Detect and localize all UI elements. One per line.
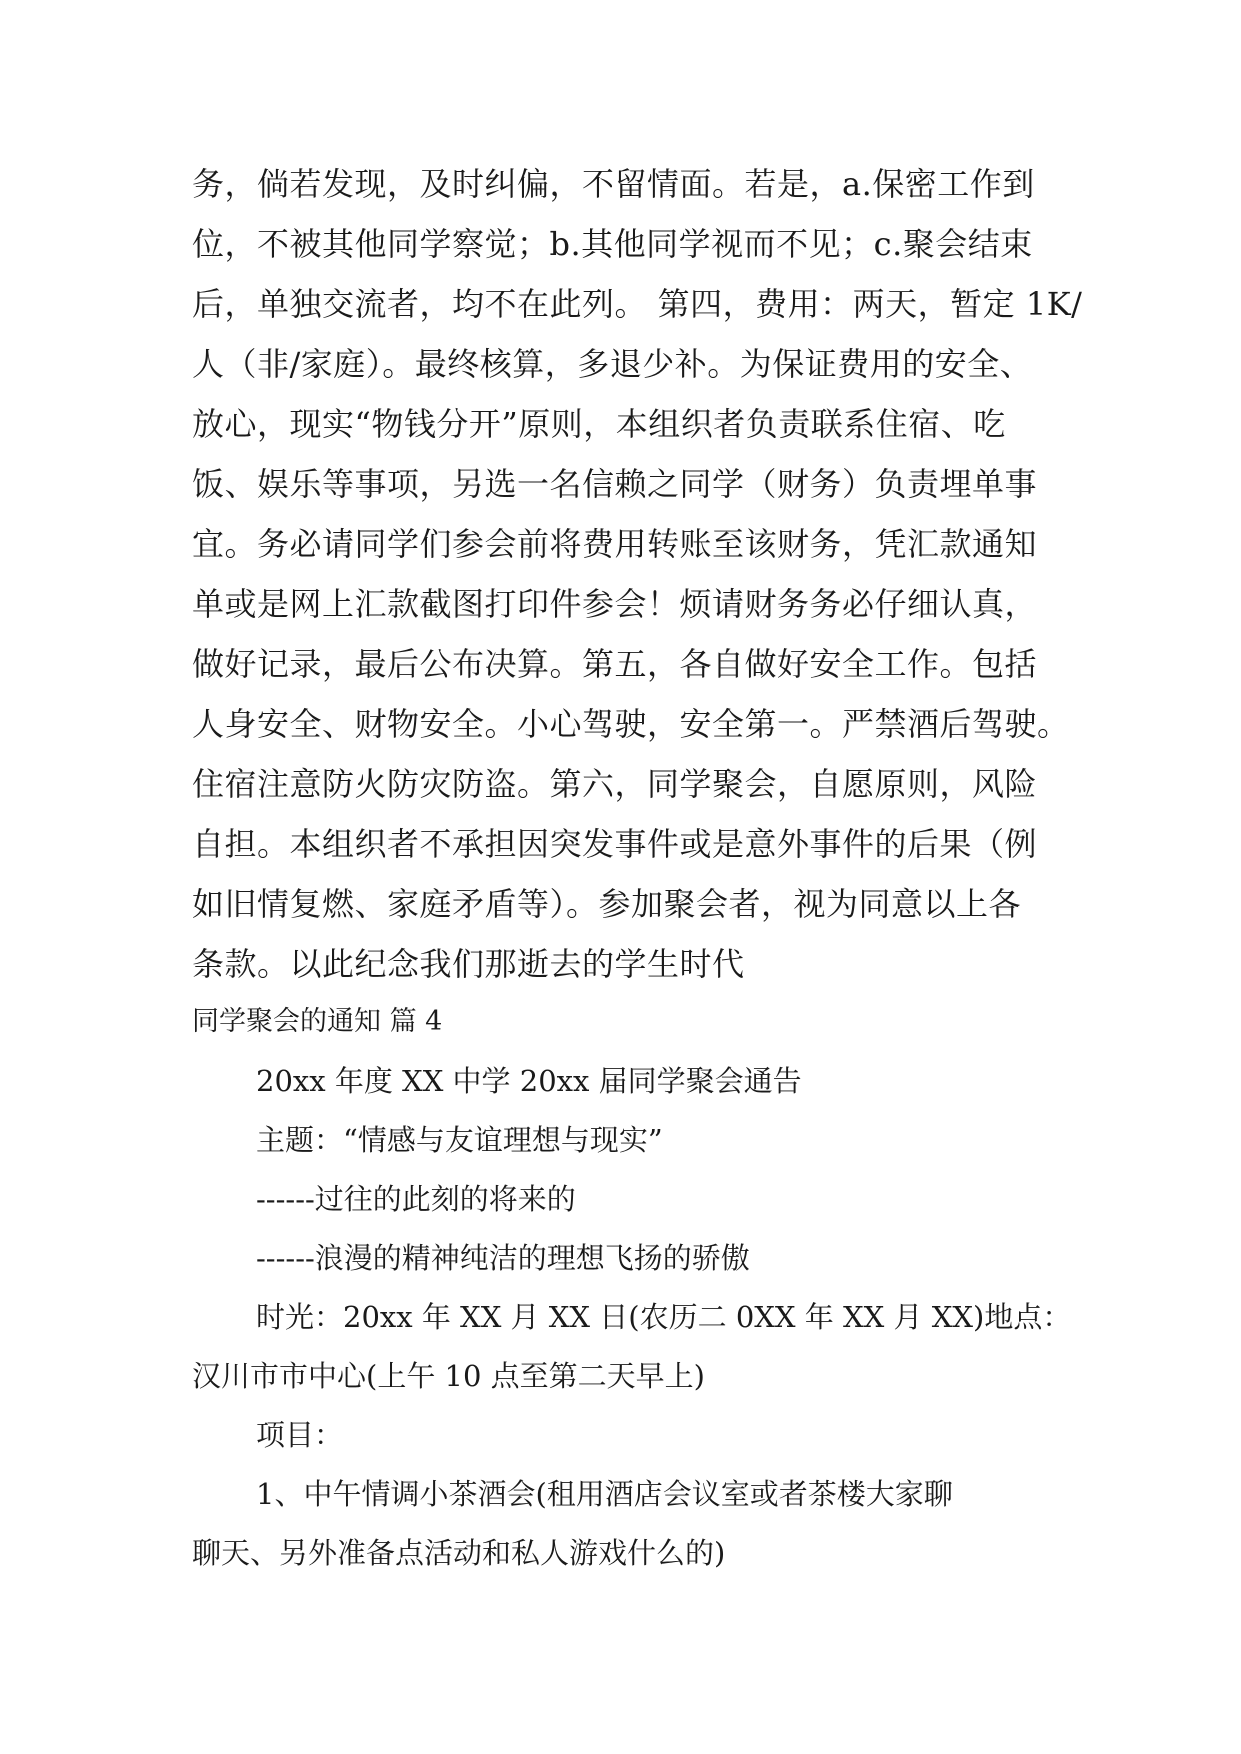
paragraph-line: 饭、娱乐等事项，另选一名信赖之同学（财务）负责埋单事 — [192, 465, 1038, 503]
paragraph-line: 单或是网上汇款截图打印件参会！烦请财务务必仔细认真， — [192, 585, 1038, 623]
paragraph-line: 后，单独交流者，均不在此列。 第四，费用：两天，暂定 1K/ — [192, 285, 1083, 323]
notice-item: 聊天、另外准备点活动和私人游戏什么的) — [192, 1536, 726, 1570]
notice-subtitle: ------过往的此刻的将来的 — [256, 1182, 576, 1216]
paragraph-line: 人（非/家庭）。最终核算，多退少补。为保证费用的安全、 — [192, 345, 1033, 383]
notice-time-location: 汉川市市中心(上午 10 点至第二天早上) — [192, 1359, 705, 1393]
paragraph-line: 住宿注意防火防灾防盗。第六，同学聚会，自愿原则，风险 — [192, 765, 1038, 803]
section-heading: 同学聚会的通知 篇 4 — [192, 1006, 443, 1037]
paragraph-line: 位，不被其他同学察觉；b.其他同学视而不见；c.聚会结束 — [192, 225, 1033, 263]
notice-item: 1、中午情调小茶酒会(租用酒店会议室或者茶楼大家聊 — [256, 1477, 953, 1511]
paragraph-line: 宜。务必请同学们参会前将费用转账至该财务，凭汇款通知 — [192, 525, 1038, 563]
paragraph-line: 做好记录，最后公布决算。第五，各自做好安全工作。包括 — [192, 645, 1038, 683]
notice-title: 20xx 年度 XX 中学 20xx 届同学聚会通告 — [256, 1064, 802, 1098]
paragraph-line: 自担。本组织者不承担因突发事件或是意外事件的后果（例 — [192, 825, 1038, 863]
paragraph-line: 务，倘若发现，及时纠偏，不留情面。若是，a.保密工作到 — [192, 165, 1035, 203]
notice-subtitle: ------浪漫的精神纯洁的理想飞扬的骄傲 — [256, 1241, 750, 1275]
paragraph-line: 人身安全、财物安全。小心驾驶，安全第一。严禁酒后驾驶。 — [192, 705, 1070, 743]
paragraph-line: 放心，现实“物钱分开”原则，本组织者负责联系住宿、吃 — [192, 405, 1006, 443]
notice-time-location: 时光：20xx 年 XX 月 XX 日(农历二 0XX 年 XX 月 XX)地点： — [256, 1300, 1072, 1334]
paragraph-line: 条款。以此纪念我们那逝去的学生时代 — [192, 945, 745, 983]
notice-theme: 主题：“情感与友谊理想与现实” — [256, 1123, 663, 1157]
notice-items-label: 项目： — [256, 1418, 344, 1452]
paragraph-line: 如旧情复燃、家庭矛盾等）。参加聚会者，视为同意以上各 — [192, 885, 1022, 923]
